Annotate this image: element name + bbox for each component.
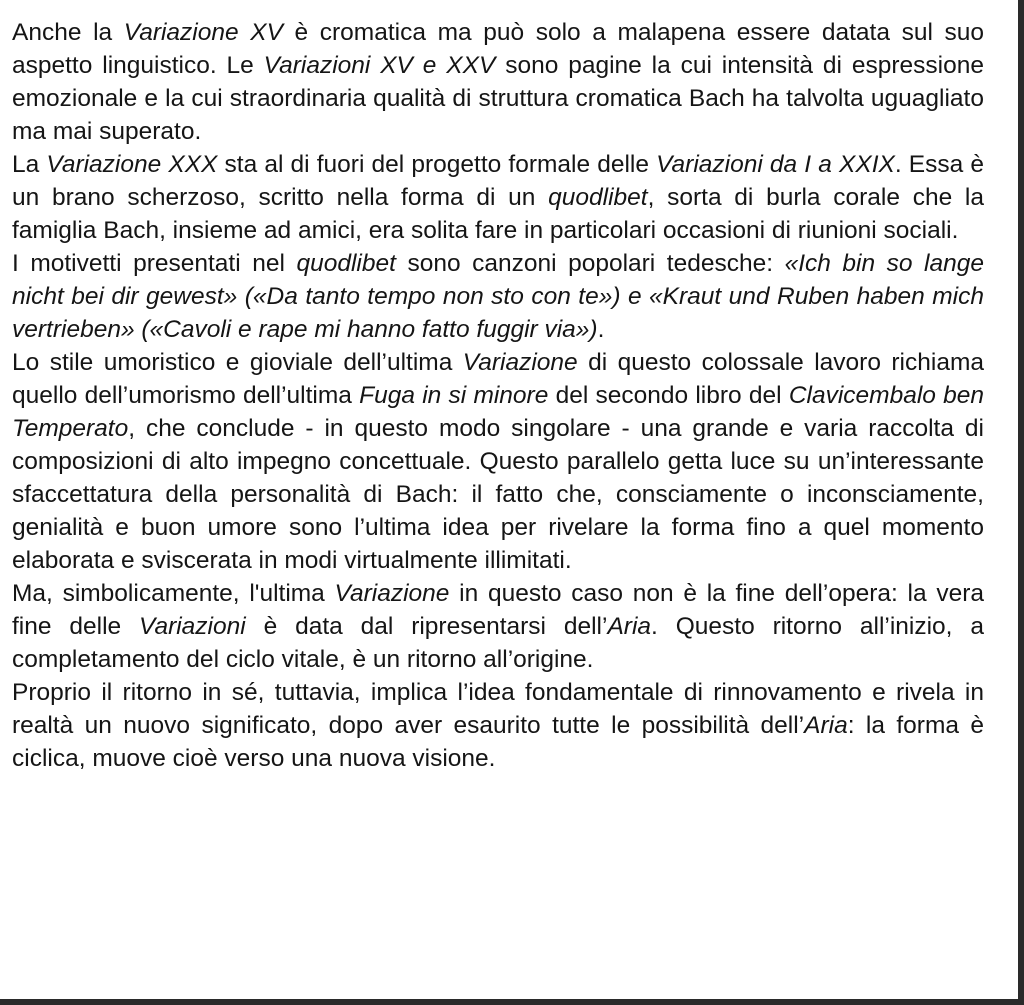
- text-run: di questo colossale lavoro richiama quello dell’umorismo dell’ultima: [12, 349, 984, 409]
- paragraph: [12, 346, 984, 577]
- text-run: . Questo ritorno all’inizio, a completamento del ciclo vitale, è un ritorno all’origine.: [12, 613, 984, 673]
- text-run: è data dal ripresentarsi dell’: [245, 613, 608, 640]
- text-run: , sorta di burla corale che la famiglia Bach, insieme ad amici, era solita fare in particolari occasioni di riunioni sociali.: [12, 184, 984, 244]
- paragraph: [12, 577, 984, 676]
- italic-run: Clavicembalo ben Temperato: [12, 382, 984, 442]
- text-run: del secondo libro del: [548, 382, 789, 409]
- italic-run: Variazioni: [139, 613, 246, 640]
- italic-run: Aria: [804, 712, 848, 739]
- text-run: sta al di fuori del progetto formale delle: [217, 151, 657, 178]
- italic-run: Variazioni da I a XXIX: [656, 151, 895, 178]
- italic-run: Variazioni XV e XXV: [263, 52, 496, 79]
- text-run: Ma, simbolicamente, l'ultima: [12, 580, 335, 607]
- text-run: Proprio il ritorno in sé, tuttavia, implica l’idea fondamentale di rinnovamento e rivela in realtà un nuovo significato, dopo aver esaurito tutte le possibilità dell’: [12, 679, 984, 739]
- text-run: Lo stile umoristico e gioviale dell’ultima: [12, 349, 463, 376]
- italic-run: quodlibet: [296, 250, 396, 277]
- paragraph: [12, 676, 984, 775]
- italic-run: quodlibet: [548, 184, 648, 211]
- italic-run: Variazione: [462, 349, 578, 376]
- paragraph: [12, 247, 984, 346]
- text-run: , che conclude - in questo modo singolare - una grande e varia raccolta di composizioni di alto impegno concettuale. Questo parallelo getta luce su un’interessante sfaccettatura della personalità di Bach: il fatto che, consciamente o inconsciamente, genialità e buon umore sono l’ultima idea per rivelare la forma fino a quel momento elaborata e sviscerata in modi virtualmente illimitati.: [12, 415, 984, 574]
- italic-run: Aria: [607, 613, 652, 640]
- italic-run: Variazione: [334, 580, 450, 607]
- text-run: . Essa è un brano scherzoso, scritto nella forma di un: [12, 151, 985, 211]
- text-run: .: [597, 316, 605, 343]
- text-run: I motivetti presentati nel: [12, 250, 297, 277]
- italic-run: Variazione XXX: [46, 151, 218, 178]
- text-run: Anche la: [12, 19, 124, 46]
- text-run: è cromatica ma può solo a malapena essere datata sul suo aspetto linguistico. Le: [12, 19, 984, 79]
- text-run: in questo caso non è la fine dell’opera: la vera fine delle: [12, 580, 984, 640]
- text-run: sono canzoni popolari tedesche:: [395, 250, 785, 277]
- italic-run: Fuga in si minore: [359, 382, 549, 409]
- paragraph: [12, 148, 984, 247]
- document-body: [12, 16, 984, 775]
- text-run: : la forma è ciclica, muove cioè verso una nuova visione.: [12, 712, 984, 772]
- italic-run: Variazione XV: [123, 19, 283, 46]
- text-run: La: [12, 151, 47, 178]
- italic-run: «Ich bin so lange nicht bei dir gewest» («Da tanto tempo non sto con te») e «Kraut und Ruben haben mich vertrieben» («Cavoli e rape mi hanno fatto fuggir via»): [12, 250, 985, 343]
- text-run: sono pagine la cui intensità di espressione emozionale e la cui straordinaria qualità di struttura cromatica Bach ha talvolta uguagliato ma mai superato.: [12, 52, 984, 145]
- paragraph: [12, 16, 984, 148]
